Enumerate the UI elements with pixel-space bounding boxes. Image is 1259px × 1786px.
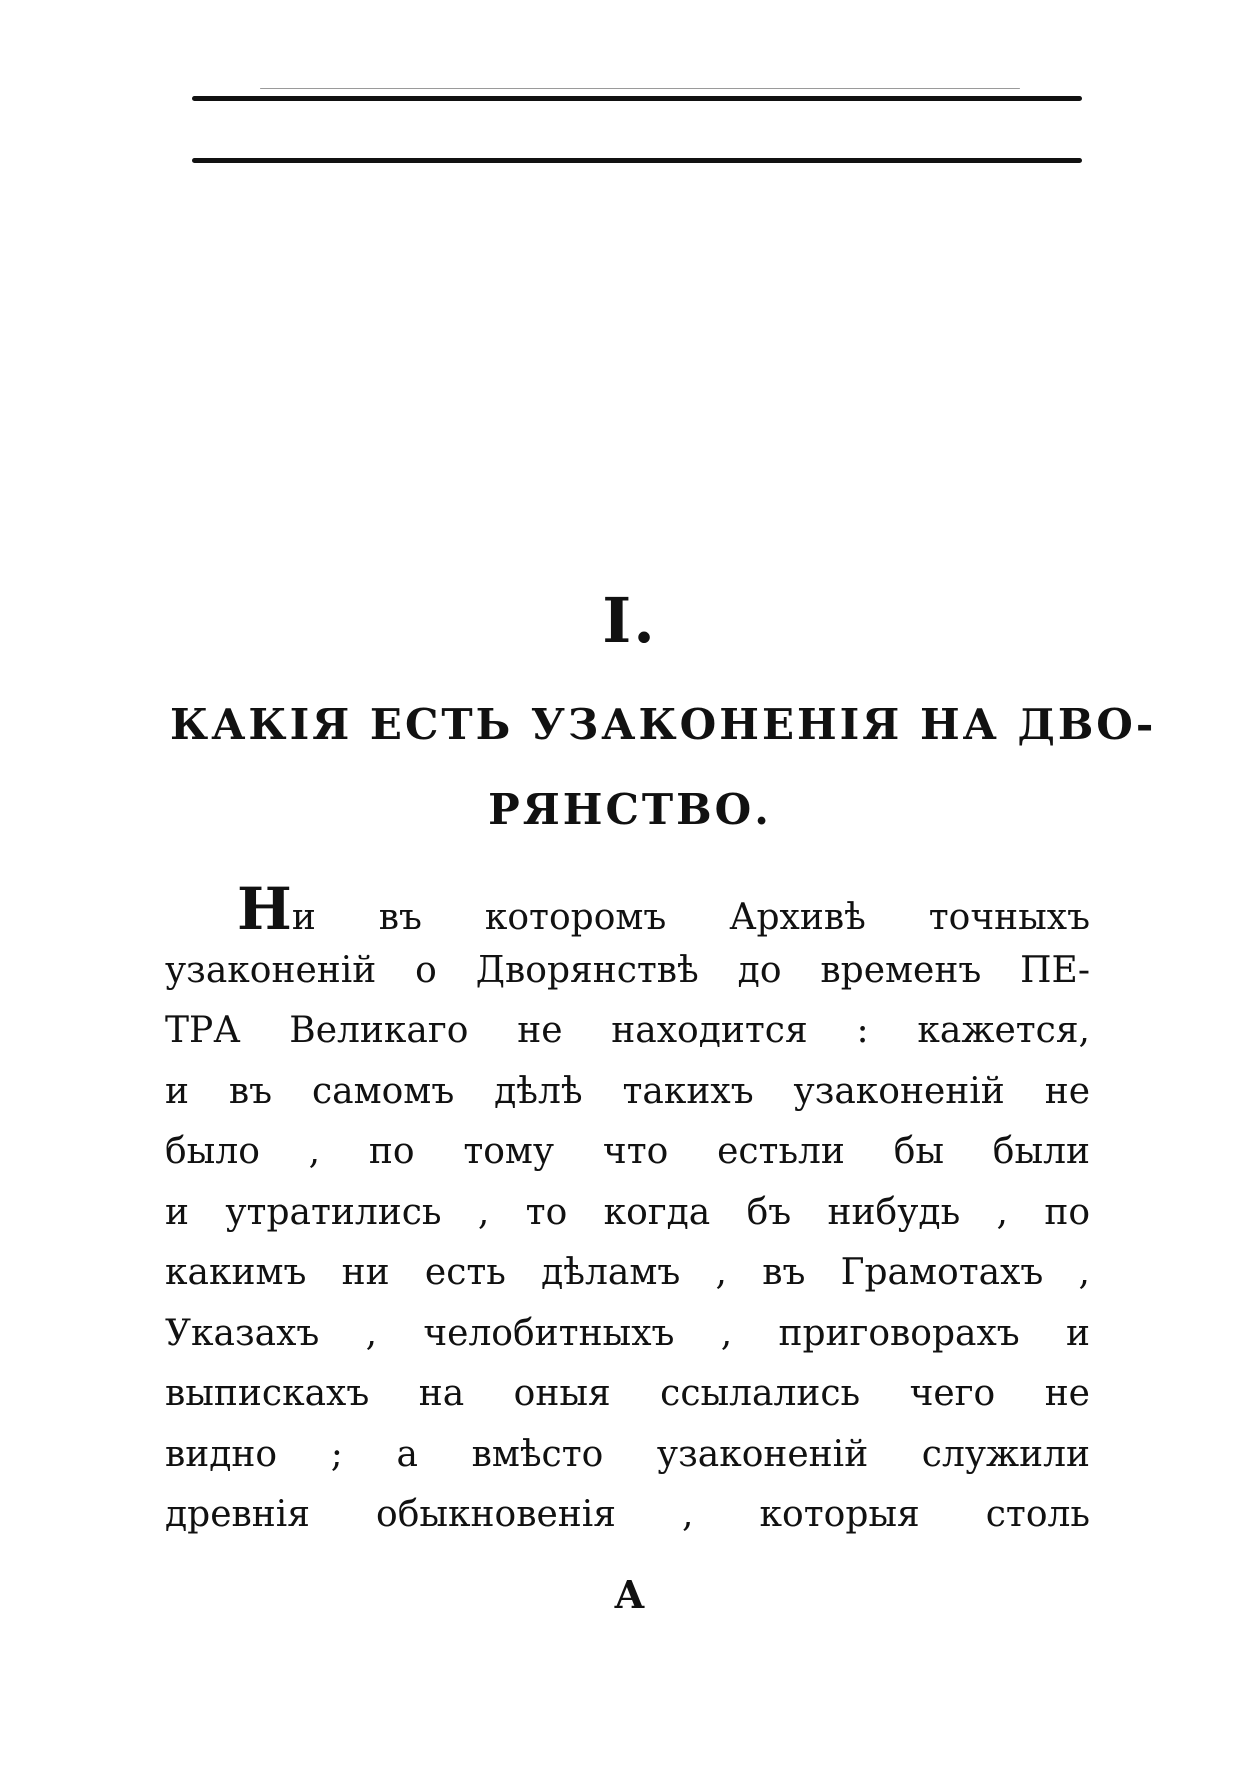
body-line: узаконеній о Дворянствѣ до временъ ПЕ-	[165, 949, 1090, 991]
body-line	[165, 875, 1090, 943]
top-rule-faint	[260, 88, 1020, 89]
body-line: было , по тому что естьли бы были	[165, 1131, 1090, 1172]
chapter-title-line-1: КАКІЯ ЕСТЬ УЗАКОНЕНІЯ НА ДВО-	[170, 700, 1157, 749]
body-line-text: и въ которомъ Архивѣ точныхъ	[291, 897, 1090, 938]
body-line: ТРА Великаго не находится : кажется,	[165, 1010, 1090, 1051]
body-line: видно ; а вмѣсто узаконеній служили	[165, 1433, 1090, 1475]
chapter-title-line-2: РЯНСТВО.	[488, 785, 772, 834]
signature-mark: А	[614, 1572, 645, 1617]
body-line: и утратились , то когда бъ нибудь , по	[165, 1191, 1090, 1233]
body-line: древнія обыкновенія , которыя столь	[165, 1494, 1090, 1535]
top-rule	[192, 96, 1082, 101]
body-line: какимъ ни есть дѣламъ , въ Грамотахъ ,	[165, 1252, 1090, 1293]
drop-cap: Н	[237, 875, 292, 943]
body-text	[165, 875, 1090, 1546]
bottom-rule	[192, 158, 1082, 163]
chapter-number: I.	[602, 584, 657, 657]
body-line: выпискахъ на оныя ссылались чего не	[165, 1373, 1090, 1414]
body-line: Указахъ , челобитныхъ , приговорахъ и	[165, 1312, 1090, 1354]
body-line: и въ самомъ дѣлѣ такихъ узаконеній не	[165, 1070, 1090, 1112]
